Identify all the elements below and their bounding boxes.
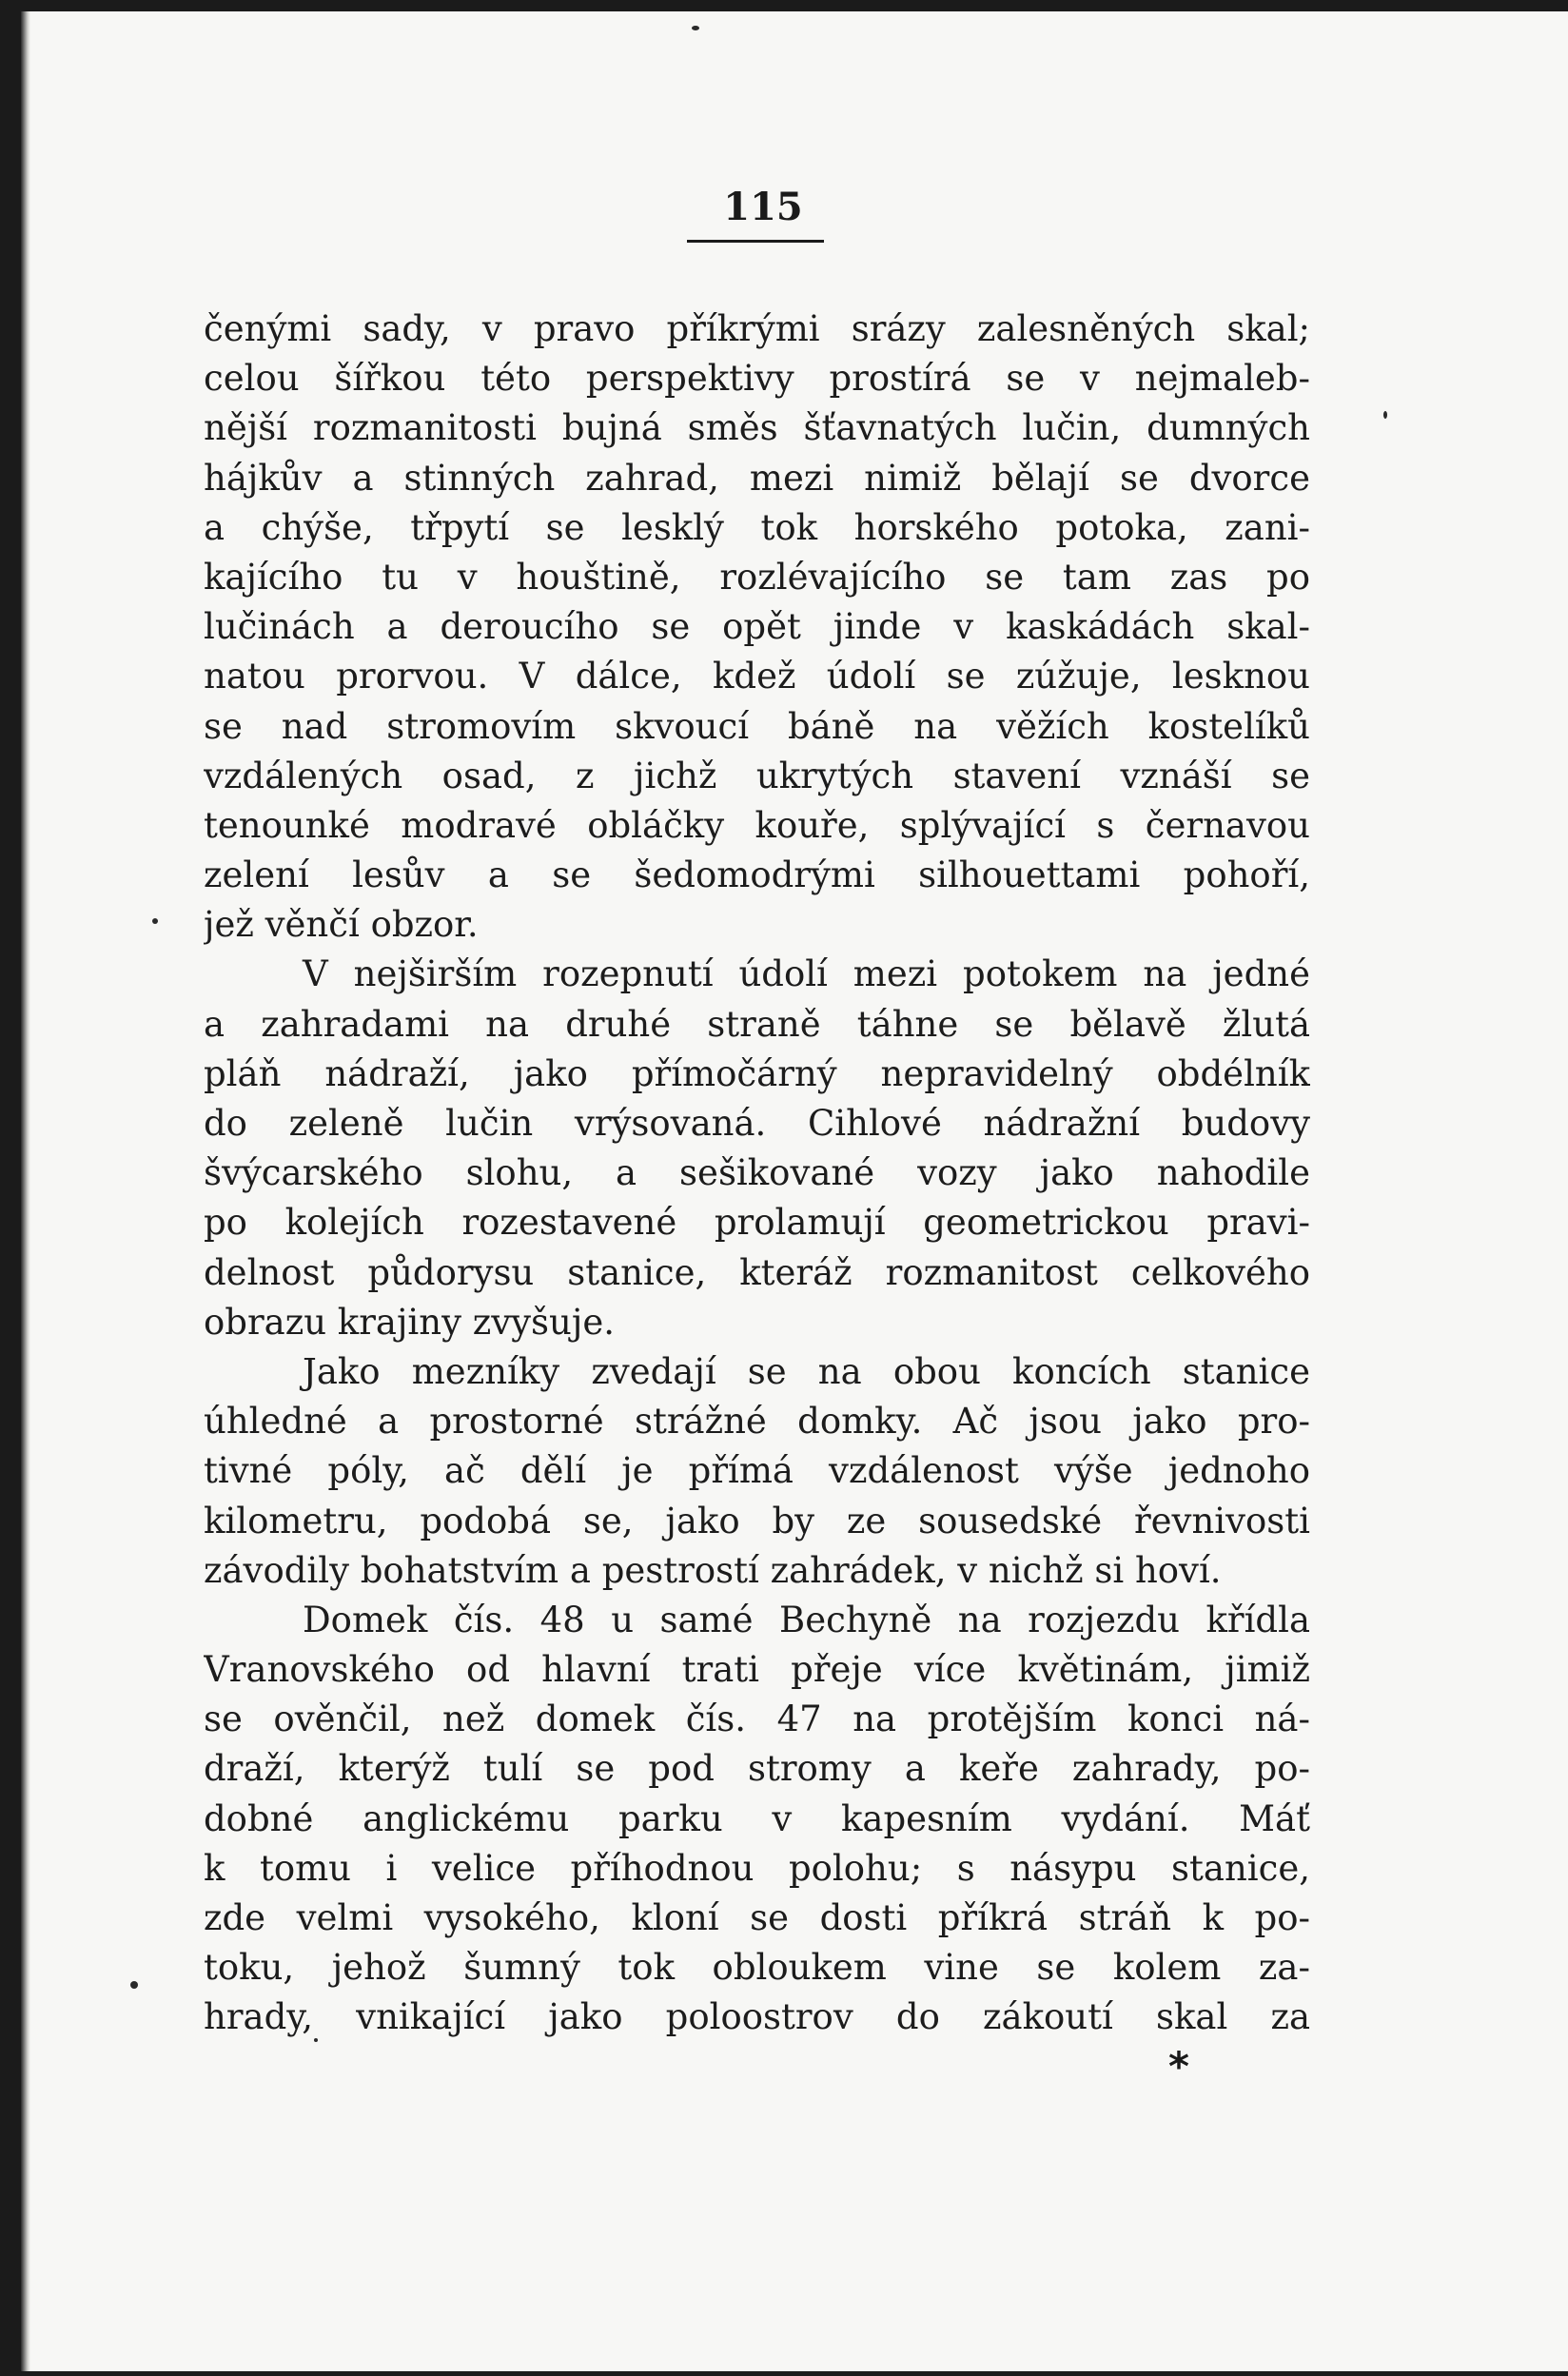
print-speck bbox=[314, 2038, 318, 2042]
text-line: toku, jehož šumný tok obloukem vine se kolem za- bbox=[204, 1947, 1310, 1989]
text-line: vzdálených osad, z jichž ukrytých stavení vznáší se bbox=[204, 755, 1310, 796]
text-line: Vranovského od hlavní trati přeje více květinám, jimiž bbox=[204, 1649, 1310, 1691]
text-line: hrady, vnikající jako poloostrov do zákoutí skal za bbox=[204, 1996, 1310, 2038]
text-line: Domek čís. 48 u samé Bechyně na rozjezdu křídla bbox=[303, 1599, 1310, 1640]
page-number: 115 bbox=[723, 185, 803, 229]
text-line: natou prorvou. V dálce, kdež údolí se zúžuje, lesknou bbox=[204, 656, 1310, 697]
print-speck bbox=[1383, 411, 1387, 419]
text-line: delnost půdorysu stanice, kteráž rozmanitost celkového bbox=[204, 1251, 1310, 1293]
text-line: tenounké modravé obláčky kouře, splývající s černavou bbox=[204, 804, 1310, 846]
text-line: úhledné a prostorné strážné domky. Ač jsou jako pro- bbox=[204, 1401, 1310, 1443]
text-line: zelení lesův a se šedomodrými silhouettami pohoří, bbox=[204, 854, 1310, 896]
text-line: se nad stromovím skvoucí báně na věžích kostelíků bbox=[204, 705, 1310, 747]
text-line: kilometru, podobá se, jako by ze sousedské řevnivosti bbox=[204, 1500, 1310, 1541]
signature-mark: * bbox=[1168, 2043, 1189, 2090]
text-line: závodily bohatstvím a pestrostí zahrádek, v nichž si hoví. bbox=[204, 1549, 1222, 1591]
text-line: švýcarského slohu, a sešikované vozy jako nahodile bbox=[204, 1152, 1310, 1194]
print-speck bbox=[130, 1981, 138, 1989]
text-line: čenými sady, v pravo příkrými srázy zalesněných skal; bbox=[204, 308, 1310, 349]
page-spine-edge bbox=[21, 11, 30, 2371]
text-line: dobné anglickému parku v kapesním vydání. Máť bbox=[204, 1797, 1310, 1839]
text-line: a chýše, třpytí se lesklý tok horského potoka, zani- bbox=[204, 506, 1310, 548]
text-line: k tomu i velice příhodnou polohu; s násypu stanice, bbox=[204, 1847, 1310, 1889]
text-line: kajícího tu v houštině, rozlévajícího se tam zas po bbox=[204, 556, 1310, 598]
text-line: jež věnčí obzor. bbox=[204, 904, 479, 946]
page-number-underline bbox=[687, 240, 824, 243]
text-line: po kolejích rozestavené prolamují geometrickou pravi- bbox=[204, 1202, 1310, 1244]
text-line: obrazu krajiny zvyšuje. bbox=[204, 1301, 616, 1343]
text-line: celou šířkou této perspektivy prostírá se v nejmaleb- bbox=[204, 358, 1310, 400]
text-line: zde velmi vysokého, kloní se dosti příkrá stráň k po- bbox=[204, 1897, 1310, 1938]
text-line: tivné póly, ač dělí je přímá vzdálenost výše jednoho bbox=[204, 1450, 1310, 1492]
text-line: lučinách a deroucího se opět jinde v kaskádách skal- bbox=[204, 606, 1310, 648]
text-line: draží, kterýž tulí se pod stromy a keře zahrady, po- bbox=[204, 1748, 1310, 1790]
body-text bbox=[204, 304, 1310, 2043]
text-line: se ověnčil, než domek čís. 47 na protějším konci ná- bbox=[204, 1699, 1310, 1740]
book-page bbox=[21, 11, 1568, 2371]
print-speck bbox=[152, 918, 158, 924]
text-line: a zahradami na druhé straně táhne se bělavě žlutá bbox=[204, 1003, 1310, 1045]
text-line: do zeleně lučin vrýsovaná. Cihlové nádražní budovy bbox=[204, 1103, 1310, 1144]
text-line: pláň nádraží, jako přímočárný nepravidelný obdélník bbox=[204, 1052, 1310, 1094]
text-line: nější rozmanitosti bujná směs šťavnatých lučin, dumných bbox=[204, 407, 1310, 449]
text-line: hájkův a stinných zahrad, mezi nimiž bělají se dvorce bbox=[204, 457, 1310, 499]
text-line: V nejširším rozepnutí údolí mezi potokem na jedné bbox=[303, 953, 1310, 995]
print-speck bbox=[692, 26, 699, 30]
text-line: Jako mezníky zvedají se na obou koncích stanice bbox=[303, 1350, 1310, 1392]
